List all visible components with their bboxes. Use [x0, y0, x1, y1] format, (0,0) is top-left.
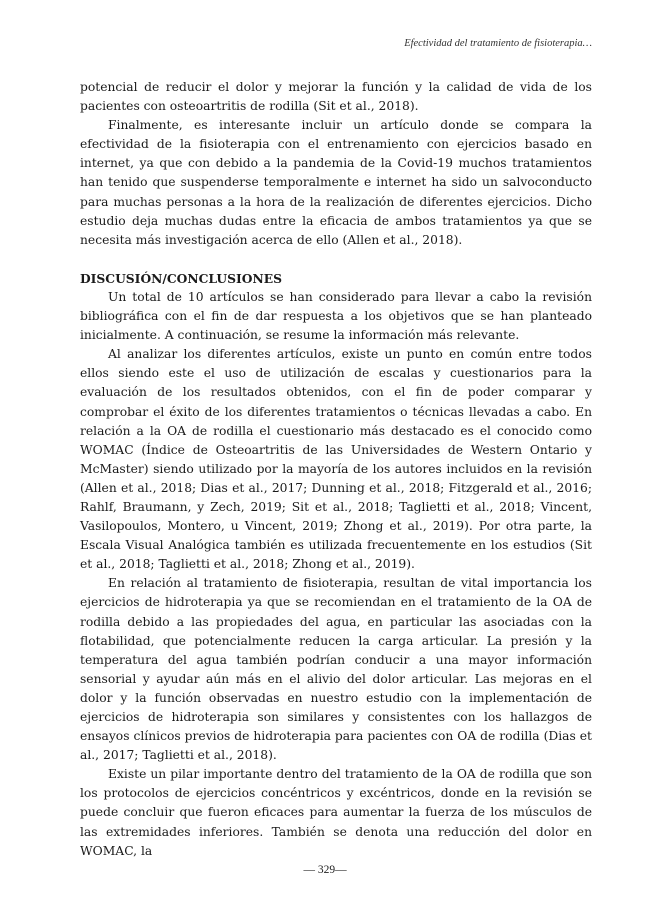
page-number: — 329— — [303, 864, 347, 876]
paragraph-internet-exercise: Finalmente, es interesante incluir un artículo donde se compara la efectividad de la fisioterapia con el entrenamiento con ejercicios basado en internet, ya que con debido a la pandemia de la Covid-19 muchos tratamientos han tenido que suspenderse temporalmente e internet ha sido un salvoconducto para muchas personas a la hora de la realización de diferentes ejercicios. Dicho estudio deja muchas dudas entre la eficacia de ambos tratamientos ya que se necesita más investigación acerca de ello (Allen et al., 2018). — [80, 118, 592, 247]
paragraph-hydrotherapy: En relación al tratamiento de fisioterapia, resultan de vital importancia los ejercicios de hidroterapia ya que se recomiendan en el tratamiento de la OA de rodilla debido a las propiedades del agua, en particular las asociadas con la flotabilidad, que potencialmente reducen la carga articular. La presión y la temperatura del agua también podrían conducir a una mayor información sensorial y ayudar aún más en el alivio del dolor articular. Las mejoras en el dolor y la función observadas en nuestro estudio con la implementación de ejercicios de hidroterapia son similares y consistentes con los hallazgos de ensayos clínicos previos de hidroterapia para pacientes con OA de rodilla (Dias et al., 2017; Taglietti et al., 2018). — [80, 576, 592, 763]
body-text — [80, 78, 592, 861]
paragraph-exercise-protocols: Existe un pilar importante dentro del tratamiento de la OA de rodilla que son los protocolos de ejercicios concéntricos y excéntricos, donde en la revisión se puede concluir que fueron eficaces para aumentar la fuerza de los músculos de las extremidades inferiores. También se denota una reducción del dolor en WOMAC, la — [80, 767, 592, 858]
paragraph-scales-questionnaires: Al analizar los diferentes artículos, existe un punto en común entre todos ellos siendo este el uso de utilización de escalas y cuestionarios para la evaluación de los resultados obtenidos, con el fin de poder comparar y comprobar el éxito de los diferentes tratamientos o técnicas llevadas a cabo. En relación a la OA de rodilla el cuestionario más destacado es el conocido como WOMAC (Índice de Osteoartritis de las Universidades de Western Ontario y McMaster) siendo utilizado por la mayoría de los autores incluidos en la revisión (Allen et al., 2018; Dias et al., 2017; Dunning et al., 2018; Fitzgerald et al., 2016; Rahlf, Braumann, y Zech, 2019; Sit et al., 2018; Taglietti et al., 2018; Vincent, Vasilopoulos, Montero, u Vincent, 2019; Zhong et al., 2019). Por otra parte, la Escala Visual Analógica también es utilizada frecuentemente en los estudios (Sit et al., 2018; Taglietti et al., 2018; Zhong et al., 2019). — [80, 347, 592, 572]
paragraph-continuation: potencial de reducir el dolor y mejorar la función y la calidad de vida de los pacientes con osteoartritis de rodilla (Sit et al., 2018). — [80, 80, 592, 114]
running-header: Efectividad del tratamiento de fisioterapia… — [404, 38, 592, 49]
section-heading: DISCUSIÓN/CONCLUSIONES — [80, 270, 282, 286]
paragraph-articles-total: Un total de 10 artículos se han considerado para llevar a cabo la revisión bibliográfica con el fin de dar respuesta a los objetivos que se han planteado inicialmente. A continuación, se resume la información más relevante. — [80, 289, 592, 343]
